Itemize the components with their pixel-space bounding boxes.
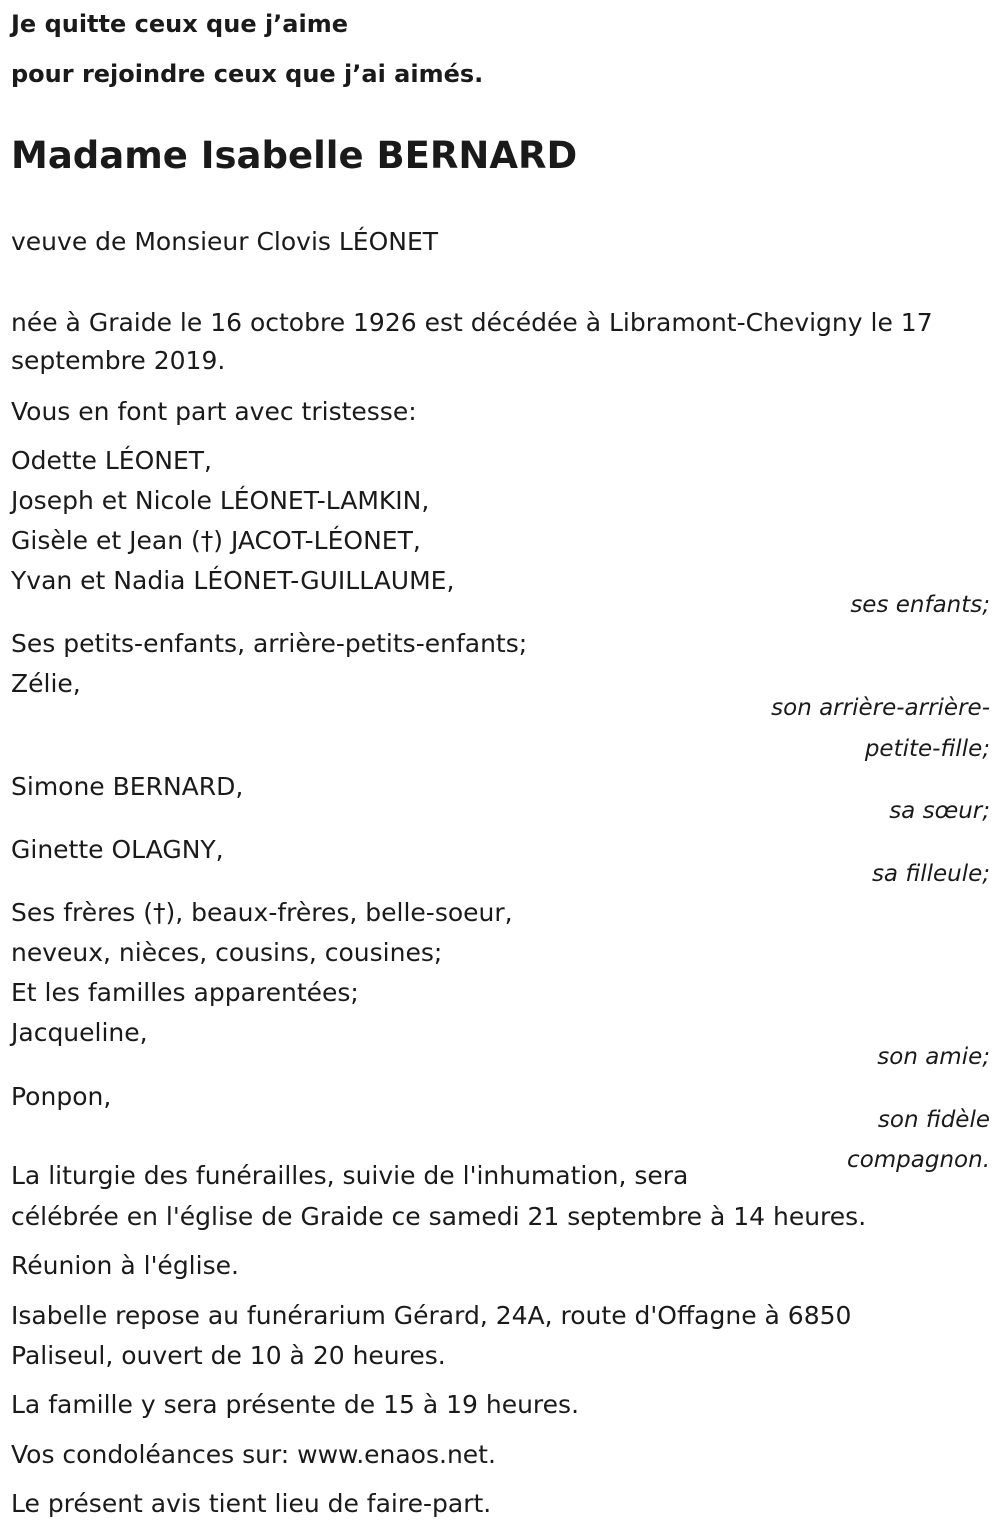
birth-death-line-1: née à Graide le 16 octobre 1926 est décédée à Libramont-Chevigny le 17 xyxy=(11,308,933,337)
goddaughter-role: sa filleule; xyxy=(871,861,990,887)
relatives-line-3: Et les familles apparentées; xyxy=(11,978,359,1007)
grandchildren-line: Ses petits-enfants, arrière-petits-enfants; xyxy=(11,629,528,658)
quote-line-2: pour rejoindre ceux que j’ai aimés. xyxy=(11,60,484,88)
funerarium-line-2: Paliseul, ouvert de 10 à 20 heures. xyxy=(11,1341,446,1370)
relatives-line-2: neveux, nièces, cousins, cousines; xyxy=(11,938,443,967)
zelie-role-line-1: son arrière-arrière- xyxy=(771,695,990,721)
birth-death-line-2: septembre 2019. xyxy=(11,346,226,375)
quote-line-1: Je quitte ceux que j’aime xyxy=(11,10,349,38)
notice-line: Le présent avis tient lieu de faire-part. xyxy=(11,1489,492,1518)
zelie-role-line-2: petite-fille; xyxy=(864,736,990,762)
family-presence-line: La famille y sera présente de 15 à 19 heures. xyxy=(11,1390,580,1419)
children-role: ses enfants; xyxy=(850,592,990,618)
companion-name: Ponpon, xyxy=(11,1082,112,1111)
condolences-line: Vos condoléances sur: www.enaos.net. xyxy=(11,1440,496,1469)
sister-role: sa sœur; xyxy=(889,798,990,824)
child-4: Yvan et Nadia LÉONET-GUILLAUME, xyxy=(11,566,455,595)
companion-role-line-1: son fidèle xyxy=(877,1107,990,1133)
meeting-line: Réunion à l'église. xyxy=(11,1251,239,1280)
funeral-line-2: célébrée en l'église de Graide ce samedi 21 septembre à 14 heures. xyxy=(11,1202,867,1231)
goddaughter-name: Ginette OLAGNY, xyxy=(11,835,224,864)
child-3: Gisèle et Jean (†) JACOT-LÉONET, xyxy=(11,526,421,555)
sister-name: Simone BERNARD, xyxy=(11,772,244,801)
intro-line: Vous en font part avec tristesse: xyxy=(11,397,417,426)
friend-name: Jacqueline, xyxy=(11,1018,148,1047)
funerarium-line-1: Isabelle repose au funérarium Gérard, 24A, route d'Offagne à 6850 xyxy=(11,1301,852,1330)
companion-role-line-2: compagnon. xyxy=(847,1147,990,1173)
child-2: Joseph et Nicole LÉONET-LAMKIN, xyxy=(11,486,430,515)
friend-role: son amie; xyxy=(877,1044,990,1070)
relatives-line-1: Ses frères (†), beaux-frères, belle-soeur, xyxy=(11,898,513,927)
child-1: Odette LÉONET, xyxy=(11,446,212,475)
funeral-line-1: La liturgie des funérailles, suivie de l'inhumation, sera xyxy=(11,1161,689,1190)
spouse-line: veuve de Monsieur Clovis LÉONET xyxy=(11,227,439,256)
deceased-name: Madame Isabelle BERNARD xyxy=(11,134,578,177)
zelie-name: Zélie, xyxy=(11,669,81,698)
